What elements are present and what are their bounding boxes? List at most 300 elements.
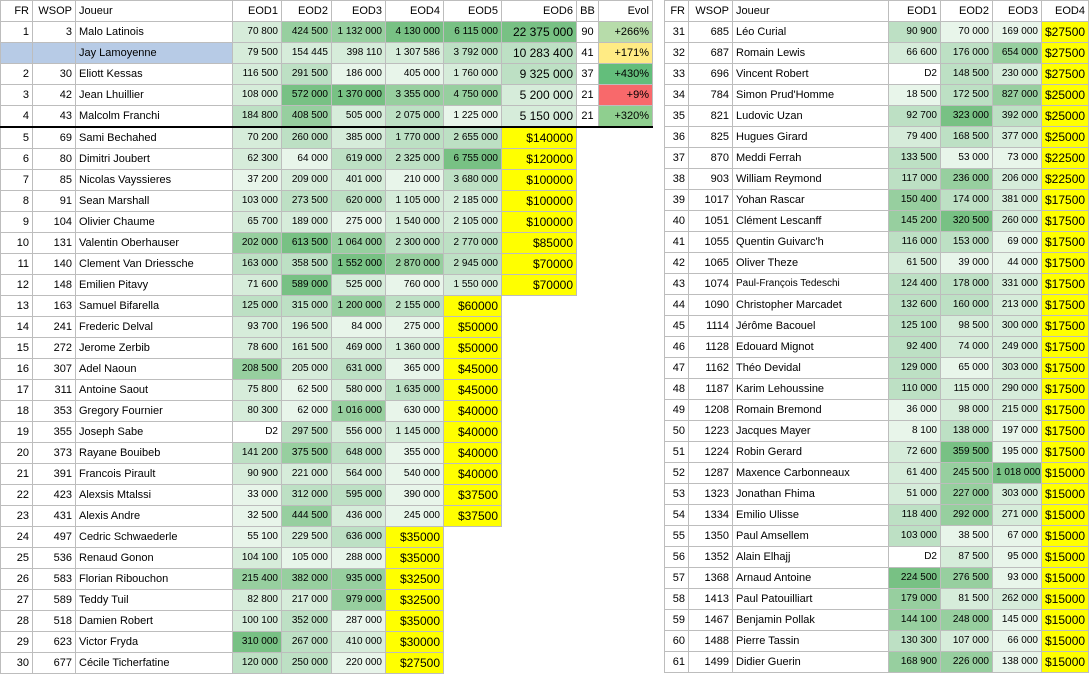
stack-cell-eod2: 39 000 (941, 253, 993, 274)
table-row (1, 590, 653, 611)
empty-cell (599, 170, 653, 191)
wsop-rank-cell: 311 (33, 380, 76, 401)
prize-cell: $15000 (1042, 484, 1089, 505)
table-row (665, 43, 1089, 64)
prize-cell: $17500 (1042, 295, 1089, 316)
wsop-rank-cell: 241 (33, 317, 76, 338)
rank-cell: 25 (1, 548, 33, 569)
stack-cell-eod1: 100 100 (233, 611, 282, 632)
empty-cell (577, 632, 599, 653)
wsop-rank-cell: 1017 (689, 190, 733, 211)
table-row (665, 22, 1089, 43)
prize-cell: $27500 (1042, 22, 1089, 43)
stack-cell-eod1: 90 900 (889, 22, 941, 43)
stack-cell-eod1: 116 000 (889, 232, 941, 253)
rank-cell: 5 (1, 127, 33, 149)
empty-cell (577, 275, 599, 296)
stack-cell-eod3: 935 000 (332, 569, 386, 590)
stack-cell-eod3: 275 000 (332, 212, 386, 233)
stack-cell-eod2: 312 000 (282, 485, 332, 506)
empty-cell (577, 170, 599, 191)
empty-cell (502, 443, 577, 464)
player-name-cell: Cécile Ticherfatine (76, 653, 233, 674)
stack-cell-eod4: 355 000 (386, 443, 444, 464)
stack-cell-eod1: 82 800 (233, 590, 282, 611)
player-name-cell: Karim Lehoussine (733, 379, 889, 400)
stack-cell-eod2: 297 500 (282, 422, 332, 443)
prize-cell: $70000 (502, 275, 577, 296)
wsop-rank-cell: 30 (33, 64, 76, 85)
table-row (665, 274, 1089, 295)
stack-cell-eod3: 631 000 (332, 359, 386, 380)
stack-cell-eod3: 220 000 (332, 653, 386, 674)
wsop-rank-cell: 43 (33, 106, 76, 128)
rank-cell: 15 (1, 338, 33, 359)
empty-cell (599, 212, 653, 233)
player-name-cell: Emilien Pitavy (76, 275, 233, 296)
stack-cell-eod2: 250 000 (282, 653, 332, 674)
stack-cell-eod1: 168 900 (889, 652, 941, 673)
stack-cell-eod5: 6 755 000 (444, 149, 502, 170)
wsop-rank-cell: 536 (33, 548, 76, 569)
stack-cell-eod1: 224 500 (889, 568, 941, 589)
prize-cell: $25000 (1042, 106, 1089, 127)
empty-cell (577, 506, 599, 527)
wsop-rank-cell: 1287 (689, 463, 733, 484)
player-name-cell: Léo Curial (733, 22, 889, 43)
table-row (1, 317, 653, 338)
stack-cell-eod1: 61 500 (889, 253, 941, 274)
evolution-cell: +9% (599, 85, 653, 106)
rank-cell: 55 (665, 526, 689, 547)
prize-cell: $25000 (1042, 85, 1089, 106)
empty-cell (502, 422, 577, 443)
stack-cell-eod5: 2 105 000 (444, 212, 502, 233)
player-name-cell: Francois Pirault (76, 464, 233, 485)
stack-cell-eod2: 176 000 (941, 43, 993, 64)
stack-cell-eod3: 410 000 (332, 632, 386, 653)
table-row (665, 505, 1089, 526)
empty-cell (599, 611, 653, 632)
empty-cell (599, 338, 653, 359)
stack-cell-eod3: 195 000 (993, 442, 1042, 463)
player-name-cell: Joseph Sabe (76, 422, 233, 443)
wsop-rank-cell: 1208 (689, 400, 733, 421)
rank-cell: 52 (665, 463, 689, 484)
table-row (1, 611, 653, 632)
stack-cell-eod1: 150 400 (889, 190, 941, 211)
stack-cell-eod2: 62 000 (282, 401, 332, 422)
stack-cell-eod4: 3 355 000 (386, 85, 444, 106)
wsop-rank-cell: 1074 (689, 274, 733, 295)
stack-cell-eod6: 9 325 000 (502, 64, 577, 85)
table-row (1, 485, 653, 506)
empty-cell (444, 632, 502, 653)
stack-cell-eod2: 53 000 (941, 148, 993, 169)
rank-cell: 6 (1, 149, 33, 170)
stack-cell-eod1: 130 300 (889, 631, 941, 652)
stack-cell-eod1: 208 500 (233, 359, 282, 380)
stack-cell-eod2: 168 500 (941, 127, 993, 148)
empty-cell (599, 527, 653, 548)
col-header-eod1: EOD1 (889, 1, 941, 22)
stack-cell-eod1: 72 600 (889, 442, 941, 463)
wsop-rank-cell: 69 (33, 127, 76, 149)
rank-cell: 61 (665, 652, 689, 673)
player-name-cell: Christopher Marcadet (733, 295, 889, 316)
table-row (1, 527, 653, 548)
player-name-cell: Jerome Zerbib (76, 338, 233, 359)
player-name-cell: Alain Elhajj (733, 547, 889, 568)
stack-cell-eod2: 408 500 (282, 106, 332, 128)
player-name-cell: Victor Fryda (76, 632, 233, 653)
stack-cell-eod4: 245 000 (386, 506, 444, 527)
rank-cell: 2 (1, 64, 33, 85)
stack-cell-eod2: 382 000 (282, 569, 332, 590)
stack-cell-eod3: 1 018 000 (993, 463, 1042, 484)
stack-cell-eod3: 385 000 (332, 127, 386, 149)
empty-cell (502, 380, 577, 401)
col-header-eod4: EOD4 (386, 1, 444, 22)
stack-cell-eod3: 377 000 (993, 127, 1042, 148)
player-name-cell: Florian Ribouchon (76, 569, 233, 590)
stack-cell-eod4: 1 105 000 (386, 191, 444, 212)
prize-cell: $40000 (444, 401, 502, 422)
prize-cell: $15000 (1042, 589, 1089, 610)
player-name-cell: Romain Bremond (733, 400, 889, 421)
rank-cell: 47 (665, 358, 689, 379)
wsop-rank-cell: 353 (33, 401, 76, 422)
empty-cell (599, 548, 653, 569)
rank-cell: 7 (1, 170, 33, 191)
prize-cell: $15000 (1042, 652, 1089, 673)
player-name-cell: Dimitri Joubert (76, 149, 233, 170)
table-row (1, 64, 653, 85)
stack-cell-eod3: 303 000 (993, 484, 1042, 505)
prize-cell: $17500 (1042, 358, 1089, 379)
stack-cell-eod2: 81 500 (941, 589, 993, 610)
stack-cell-eod1: 8 100 (889, 421, 941, 442)
prize-cell: $17500 (1042, 400, 1089, 421)
table-row (665, 295, 1089, 316)
stack-cell-eod1: D2 (889, 547, 941, 568)
wsop-rank-cell: 1467 (689, 610, 733, 631)
stack-cell-eod1: 103 000 (889, 526, 941, 547)
rank-cell: 36 (665, 127, 689, 148)
empty-cell (577, 443, 599, 464)
table-row (1, 380, 653, 401)
wsop-rank-cell: 1368 (689, 568, 733, 589)
stack-cell-eod1: 90 900 (233, 464, 282, 485)
stack-cell-eod1: 104 100 (233, 548, 282, 569)
rank-cell: 41 (665, 232, 689, 253)
player-name-cell: Jay Lamoyenne (76, 43, 233, 64)
rank-cell: 11 (1, 254, 33, 275)
stack-cell-eod4: 1 770 000 (386, 127, 444, 149)
stack-cell-eod3: 249 000 (993, 337, 1042, 358)
stack-cell-eod1: 144 100 (889, 610, 941, 631)
player-name-cell: Olivier Chaume (76, 212, 233, 233)
prize-cell: $45000 (444, 380, 502, 401)
rank-cell: 9 (1, 212, 33, 233)
table-row (665, 379, 1089, 400)
empty-cell (599, 317, 653, 338)
prize-cell: $32500 (386, 590, 444, 611)
stack-cell-eod3: 169 000 (993, 22, 1042, 43)
stack-cell-eod2: 444 500 (282, 506, 332, 527)
stack-cell-eod3: 93 000 (993, 568, 1042, 589)
stack-cell-eod4: 2 325 000 (386, 149, 444, 170)
stack-cell-eod2: 74 000 (941, 337, 993, 358)
empty-cell (444, 611, 502, 632)
stack-cell-eod2: 70 000 (941, 22, 993, 43)
empty-cell (599, 569, 653, 590)
player-name-cell: Vincent Robert (733, 64, 889, 85)
prize-cell: $17500 (1042, 442, 1089, 463)
prize-cell: $37500 (444, 506, 502, 527)
stack-cell-eod1: 36 000 (889, 400, 941, 421)
rank-cell: 24 (1, 527, 33, 548)
player-name-cell: Gregory Fournier (76, 401, 233, 422)
stack-cell-eod3: 401 000 (332, 170, 386, 191)
player-name-cell: Robin Gerard (733, 442, 889, 463)
wsop-rank-cell: 272 (33, 338, 76, 359)
player-name-cell: Didier Guerin (733, 652, 889, 673)
player-name-cell: Paul Patouilliart (733, 589, 889, 610)
stack-cell-eod5: 2 185 000 (444, 191, 502, 212)
player-name-cell: Sean Marshall (76, 191, 233, 212)
stack-cell-eod3: 230 000 (993, 64, 1042, 85)
stack-cell-eod3: 1 552 000 (332, 254, 386, 275)
empty-cell (577, 611, 599, 632)
stack-cell-eod3: 381 000 (993, 190, 1042, 211)
wsop-rank-cell: 1162 (689, 358, 733, 379)
prize-cell: $100000 (502, 212, 577, 233)
stack-cell-eod3: 66 000 (993, 631, 1042, 652)
col-header-joueur: Joueur (76, 1, 233, 22)
empty-cell (577, 485, 599, 506)
player-name-cell: Edouard Mignot (733, 337, 889, 358)
stack-cell-eod2: 358 500 (282, 254, 332, 275)
empty-cell (577, 296, 599, 317)
stack-cell-eod3: 69 000 (993, 232, 1042, 253)
stack-cell-eod1: 110 000 (889, 379, 941, 400)
prize-cell: $140000 (502, 127, 577, 149)
big-blinds-cell: 90 (577, 22, 599, 43)
stack-cell-eod4: 365 000 (386, 359, 444, 380)
stack-cell-eod5: 3 680 000 (444, 170, 502, 191)
rank-cell: 53 (665, 484, 689, 505)
stack-cell-eod1: 202 000 (233, 233, 282, 254)
stack-cell-eod1: D2 (233, 422, 282, 443)
table-row (1, 632, 653, 653)
empty-cell (502, 527, 577, 548)
empty-cell (599, 149, 653, 170)
rank-cell: 22 (1, 485, 33, 506)
stack-cell-eod1: 18 500 (889, 85, 941, 106)
wsop-rank-cell: 1223 (689, 421, 733, 442)
stack-cell-eod1: 179 000 (889, 589, 941, 610)
stack-cell-eod1: 61 400 (889, 463, 941, 484)
table-row (665, 484, 1089, 505)
stack-cell-eod2: 174 000 (941, 190, 993, 211)
table-row (665, 148, 1089, 169)
player-name-cell: Théo Devidal (733, 358, 889, 379)
empty-cell (599, 127, 653, 149)
player-name-cell: Jérôme Bacouel (733, 316, 889, 337)
wsop-rank-cell: 583 (33, 569, 76, 590)
empty-cell (444, 569, 502, 590)
prize-cell: $17500 (1042, 337, 1089, 358)
empty-cell (577, 212, 599, 233)
stack-cell-eod2: 65 000 (941, 358, 993, 379)
table-row (665, 211, 1089, 232)
prize-cell: $15000 (1042, 631, 1089, 652)
stack-cell-eod2: 424 500 (282, 22, 332, 43)
stack-cell-eod2: 115 000 (941, 379, 993, 400)
prize-cell: $22500 (1042, 148, 1089, 169)
empty-cell (577, 653, 599, 674)
wsop-rank-cell: 1499 (689, 652, 733, 673)
prize-cell: $27500 (1042, 43, 1089, 64)
table-row (665, 463, 1089, 484)
stack-cell-eod2: 148 500 (941, 64, 993, 85)
col-header-eod2: EOD2 (282, 1, 332, 22)
player-name-cell: Hugues Girard (733, 127, 889, 148)
empty-cell (577, 590, 599, 611)
stack-cell-eod3: 525 000 (332, 275, 386, 296)
empty-cell (444, 527, 502, 548)
stack-cell-eod1: 79 500 (233, 43, 282, 64)
stack-cell-eod3: 287 000 (332, 611, 386, 632)
empty-cell (577, 149, 599, 170)
empty-cell (577, 464, 599, 485)
prize-cell: $50000 (444, 338, 502, 359)
stack-cell-eod4: 630 000 (386, 401, 444, 422)
empty-cell (502, 653, 577, 674)
col-header-bb: BB (577, 1, 599, 22)
rank-cell: 4 (1, 106, 33, 128)
evolution-cell: +171% (599, 43, 653, 64)
empty-cell (502, 401, 577, 422)
stack-cell-eod1: 51 000 (889, 484, 941, 505)
wsop-rank-cell: 1128 (689, 337, 733, 358)
wsop-rank-cell: 80 (33, 149, 76, 170)
evolution-cell: +266% (599, 22, 653, 43)
wsop-rank-cell: 140 (33, 254, 76, 275)
empty-cell (577, 127, 599, 149)
empty-cell (599, 485, 653, 506)
player-name-cell: Simon Prud'Homme (733, 85, 889, 106)
rank-cell: 17 (1, 380, 33, 401)
prize-cell: $45000 (444, 359, 502, 380)
rank-cell: 50 (665, 421, 689, 442)
stack-cell-eod1: 92 400 (889, 337, 941, 358)
table-row (1, 569, 653, 590)
stack-cell-eod3: 564 000 (332, 464, 386, 485)
empty-cell (577, 191, 599, 212)
stack-cell-eod1: 116 500 (233, 64, 282, 85)
prize-cell: $22500 (1042, 169, 1089, 190)
prize-cell: $27500 (386, 653, 444, 674)
prize-cell: $25000 (1042, 127, 1089, 148)
stack-cell-eod3: 300 000 (993, 316, 1042, 337)
prize-cell: $37500 (444, 485, 502, 506)
stack-cell-eod1: 66 600 (889, 43, 941, 64)
empty-cell (502, 506, 577, 527)
stack-cell-eod3: 398 110 (332, 43, 386, 64)
stack-cell-eod3: 213 000 (993, 295, 1042, 316)
wsop-rank-cell: 623 (33, 632, 76, 653)
rank-cell: 35 (665, 106, 689, 127)
stack-cell-eod3: 619 000 (332, 149, 386, 170)
wsop-rank-cell: 518 (33, 611, 76, 632)
stack-cell-eod3: 392 000 (993, 106, 1042, 127)
stack-cell-eod3: 197 000 (993, 421, 1042, 442)
table-row (665, 64, 1089, 85)
stack-cell-eod3: 303 000 (993, 358, 1042, 379)
stack-cell-eod1: 124 400 (889, 274, 941, 295)
stack-cell-eod2: 273 500 (282, 191, 332, 212)
stack-cell-eod5: 2 945 000 (444, 254, 502, 275)
col-header-eod4: EOD4 (1042, 1, 1089, 22)
stack-cell-eod1: D2 (889, 64, 941, 85)
rank-cell: 60 (665, 631, 689, 652)
stack-cell-eod3: 505 000 (332, 106, 386, 128)
empty-cell (599, 632, 653, 653)
wsop-rank-cell: 1323 (689, 484, 733, 505)
table-row (1, 506, 653, 527)
col-header-eod1: EOD1 (233, 1, 282, 22)
stack-cell-eod3: 595 000 (332, 485, 386, 506)
wsop-rank-cell: 42 (33, 85, 76, 106)
stack-cell-eod1: 55 100 (233, 527, 282, 548)
prize-cell: $70000 (502, 254, 577, 275)
player-name-cell: Malo Latinois (76, 22, 233, 43)
player-name-cell: Eliott Kessas (76, 64, 233, 85)
player-name-cell: Meddi Ferrah (733, 148, 889, 169)
stack-cell-eod1: 141 200 (233, 443, 282, 464)
rank-cell: 8 (1, 191, 33, 212)
empty-cell (577, 569, 599, 590)
table-row (1, 170, 653, 191)
stack-cell-eod3: 215 000 (993, 400, 1042, 421)
rank-cell: 28 (1, 611, 33, 632)
table-row (665, 631, 1089, 652)
stack-cell-eod1: 70 800 (233, 22, 282, 43)
empty-cell (444, 653, 502, 674)
stack-cell-eod1: 145 200 (889, 211, 941, 232)
stack-cell-eod2: 291 500 (282, 64, 332, 85)
stack-cell-eod3: 636 000 (332, 527, 386, 548)
empty-cell (502, 632, 577, 653)
stack-cell-eod1: 118 400 (889, 505, 941, 526)
table-row (1, 464, 653, 485)
stack-cell-eod1: 93 700 (233, 317, 282, 338)
stack-cell-eod2: 161 500 (282, 338, 332, 359)
prize-cell: $85000 (502, 233, 577, 254)
table-row (665, 358, 1089, 379)
right-standings-table (664, 0, 1089, 673)
rank-cell: 29 (1, 632, 33, 653)
player-name-cell: Maxence Carbonneaux (733, 463, 889, 484)
stack-cell-eod4: 1 145 000 (386, 422, 444, 443)
wsop-rank-cell: 1224 (689, 442, 733, 463)
wsop-rank-cell: 431 (33, 506, 76, 527)
empty-cell (502, 485, 577, 506)
player-name-cell: Quentin Guivarc'h (733, 232, 889, 253)
table-row (665, 610, 1089, 631)
